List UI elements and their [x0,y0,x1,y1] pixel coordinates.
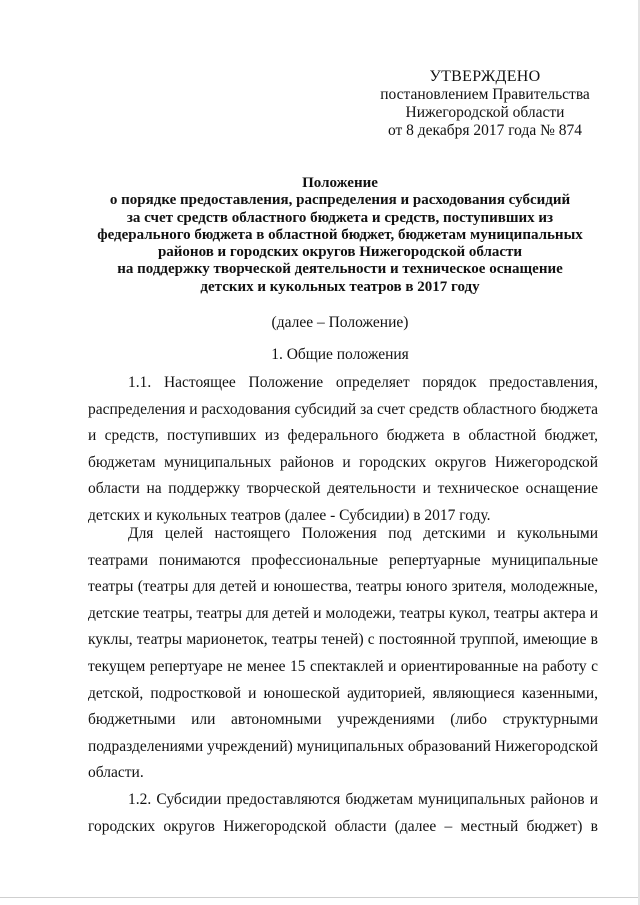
approval-line-1: постановлением Правительства [380,86,590,103]
approval-stamp [360,68,610,140]
text-line: детские театры, театры для детей и молодежи, театры кукол, театры актера и [88,604,598,622]
text-line: бюджетными или автономными учреждениями (либо структурными [88,711,598,729]
title-line: о порядке предоставления, распределения и расходования субсидий [109,192,571,209]
text-line: театры (театры для детей и юношества, театры юного зрителя, молодежные, [88,578,598,596]
text-line: подразделениями учреждений) муниципальных образований Нижегородской [88,737,598,755]
text-line: распределения и расходования субсидий за счет средств областного бюджета [88,400,598,418]
section-heading: 1. Общие положения [271,346,409,363]
text-line: области. [88,764,144,782]
approval-heading: УТВЕРЖДЕНО [429,68,541,85]
text-line: Для целей настоящего Положения под детскими и кукольными [128,525,598,542]
paragraph-definition [88,521,598,787]
text-line: детской, подростковой и юношеской аудиторией, являющиеся казенными, [88,684,598,702]
approval-line-2: Нижегородской области [405,104,565,121]
text-line: детских и кукольных театров (далее - Субсидии) в 2017 году. [88,506,491,524]
text-line: бюджетам муниципальных районов и городских округов Нижегородской [88,453,598,471]
title-line: федерального бюджета в областной бюджет, бюджетам муниципальных [97,226,583,243]
paragraph-1-2 [88,787,598,840]
paragraph-1-1 [88,370,598,530]
text-line: 1.2. Субсидии предоставляются бюджетам муниципальных районов и [128,791,598,808]
title-line: детских и кукольных театров в 2017 году [200,278,480,295]
document-title [60,175,620,296]
text-line: 1.1. Настоящее Положение определяет порядок предоставления, [128,374,598,391]
page-bottom-edge [0,897,640,898]
text-line: куклы, театры марионеток, театры теней) с постоянной труппой, имеющие в [88,631,598,649]
title-line: на поддержку творческой деятельности и техническое оснащение [117,261,563,278]
text-line: театрами понимаются профессиональные репертуарные муниципальные [88,551,598,569]
title-line: районов и городских округов Нижегородской области [157,244,523,261]
approval-line-3: от 8 декабря 2017 года № 874 [387,122,583,139]
title-note: (далее – Положение) [271,314,409,331]
text-line: текущем репертуаре не менее 15 спектаклей и ориентированные на работу с [88,657,598,675]
text-line: области на поддержку творческой деятельности и техническое оснащение [88,480,598,498]
text-line: и средств, поступивших из федерального бюджета в областной бюджет, [88,427,598,445]
title-line: за счет средств областного бюджета и средств, поступивших из [126,209,554,226]
title-line: Положение [302,175,378,191]
text-line: городских округов Нижегородской области (далее – местный бюджет) в [88,817,598,835]
